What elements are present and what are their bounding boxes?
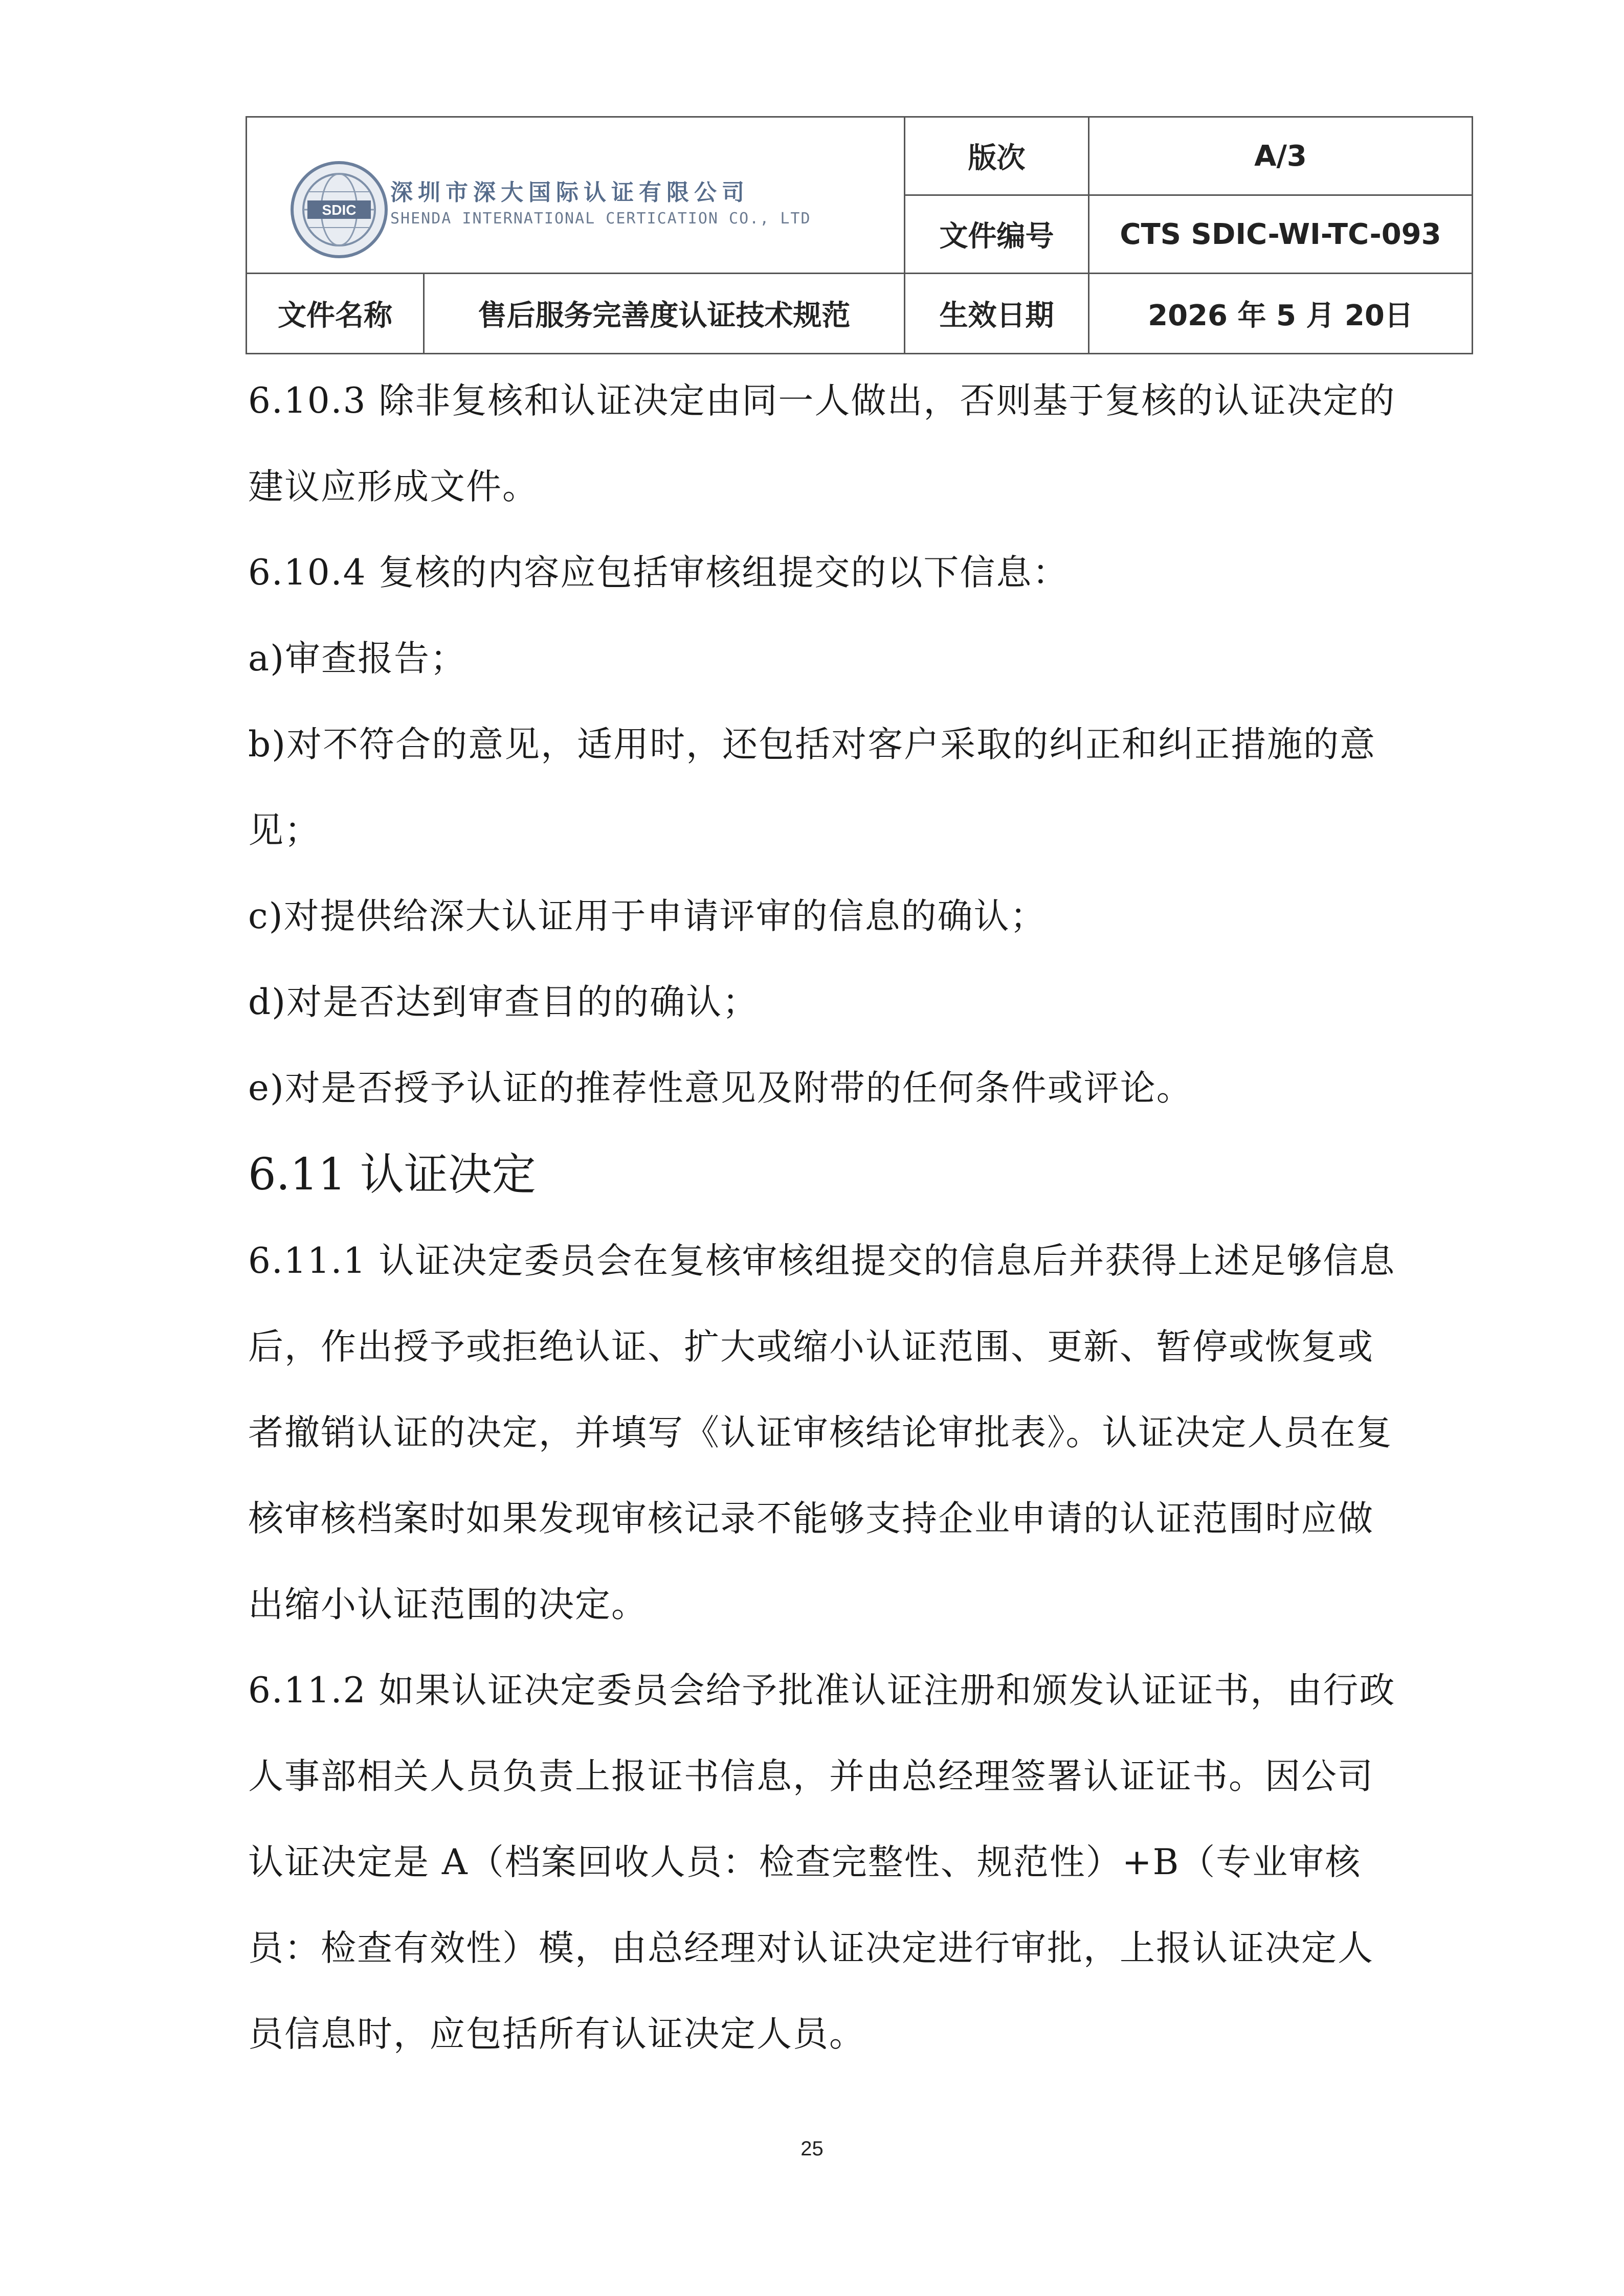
document-header-table — [246, 116, 1473, 354]
list-item-a: a)审查报告； — [248, 638, 467, 679]
page-number: 25 — [800, 2137, 824, 2160]
company-logo-cell — [247, 117, 905, 274]
list-item-c: c)对提供给深大认证用于申请评审的信息的确认； — [248, 896, 1047, 937]
doc-name-value: 售后服务完善度认证技术规范 — [424, 274, 905, 354]
paragraph-6-10-4: 6.10.4 复核的内容应包括审核组提交的以下信息： — [248, 552, 1069, 593]
company-name-cn: 深圳市深大国际认证有限公司 — [390, 179, 749, 206]
effective-date-value: 2026 年 5 月 20日 — [1089, 274, 1473, 354]
version-label: 版次 — [905, 117, 1089, 195]
section-heading-6-11: 6.11 认证决定 — [248, 1149, 536, 1200]
company-name-en: SHENDA INTERNATIONAL CERTICATION CO., LTD — [390, 210, 811, 228]
doc-no-label: 文件编号 — [905, 195, 1089, 274]
company-emblem-icon — [288, 159, 390, 261]
company-logo — [288, 159, 902, 281]
doc-name-label: 文件名称 — [247, 274, 424, 354]
paragraph-6-11-1: 6.11.1 认证决定委员会在复核审核组提交的信息后并获得上述足够信息后，作出授予或拒绝认证、扩大或缩小认证范围、更新、暂停或恢复或者撤销认证的决定，并填写《认证审核结论审批表》。认证决定人员在复核审核档案时如果发现审核记录不能够支持企业申请的认证范围时应做出缩小认证范围的决定。 — [248, 1241, 1396, 1625]
version-value: A/3 — [1089, 117, 1473, 195]
paragraph-6-10-3: 6.10.3 除非复核和认证决定由同一人做出，否则基于复核的认证决定的建议应形成文件。 — [248, 380, 1396, 507]
list-item-d: d)对是否达到审查目的的确认； — [248, 982, 759, 1023]
doc-no-value: CTS SDIC-WI-TC-093 — [1089, 195, 1473, 274]
paragraph-6-11-2: 6.11.2 如果认证决定委员会给予批准认证注册和颁发认证证书，由行政人事部相关人员负责上报证书信息，并由总经理签署认证证书。因公司认证决定是 A（档案回收人员：检查完整性、规范性）+B（专业审核员：检查有效性）模，由总经理对认证决定进行审批，上报认证决定人员信息时，应包括所有认证决定人员。 — [248, 1670, 1396, 2055]
logo-text: SDIC — [322, 202, 357, 218]
document-body — [248, 358, 1404, 2077]
list-item-e: e)对是否授予认证的推荐性意见及附带的任何条件或评论。 — [248, 1068, 1193, 1109]
effective-date-label: 生效日期 — [905, 274, 1089, 354]
list-item-b: b)对不符合的意见，适用时，还包括对客户采取的纠正和纠正措施的意见； — [248, 724, 1376, 851]
